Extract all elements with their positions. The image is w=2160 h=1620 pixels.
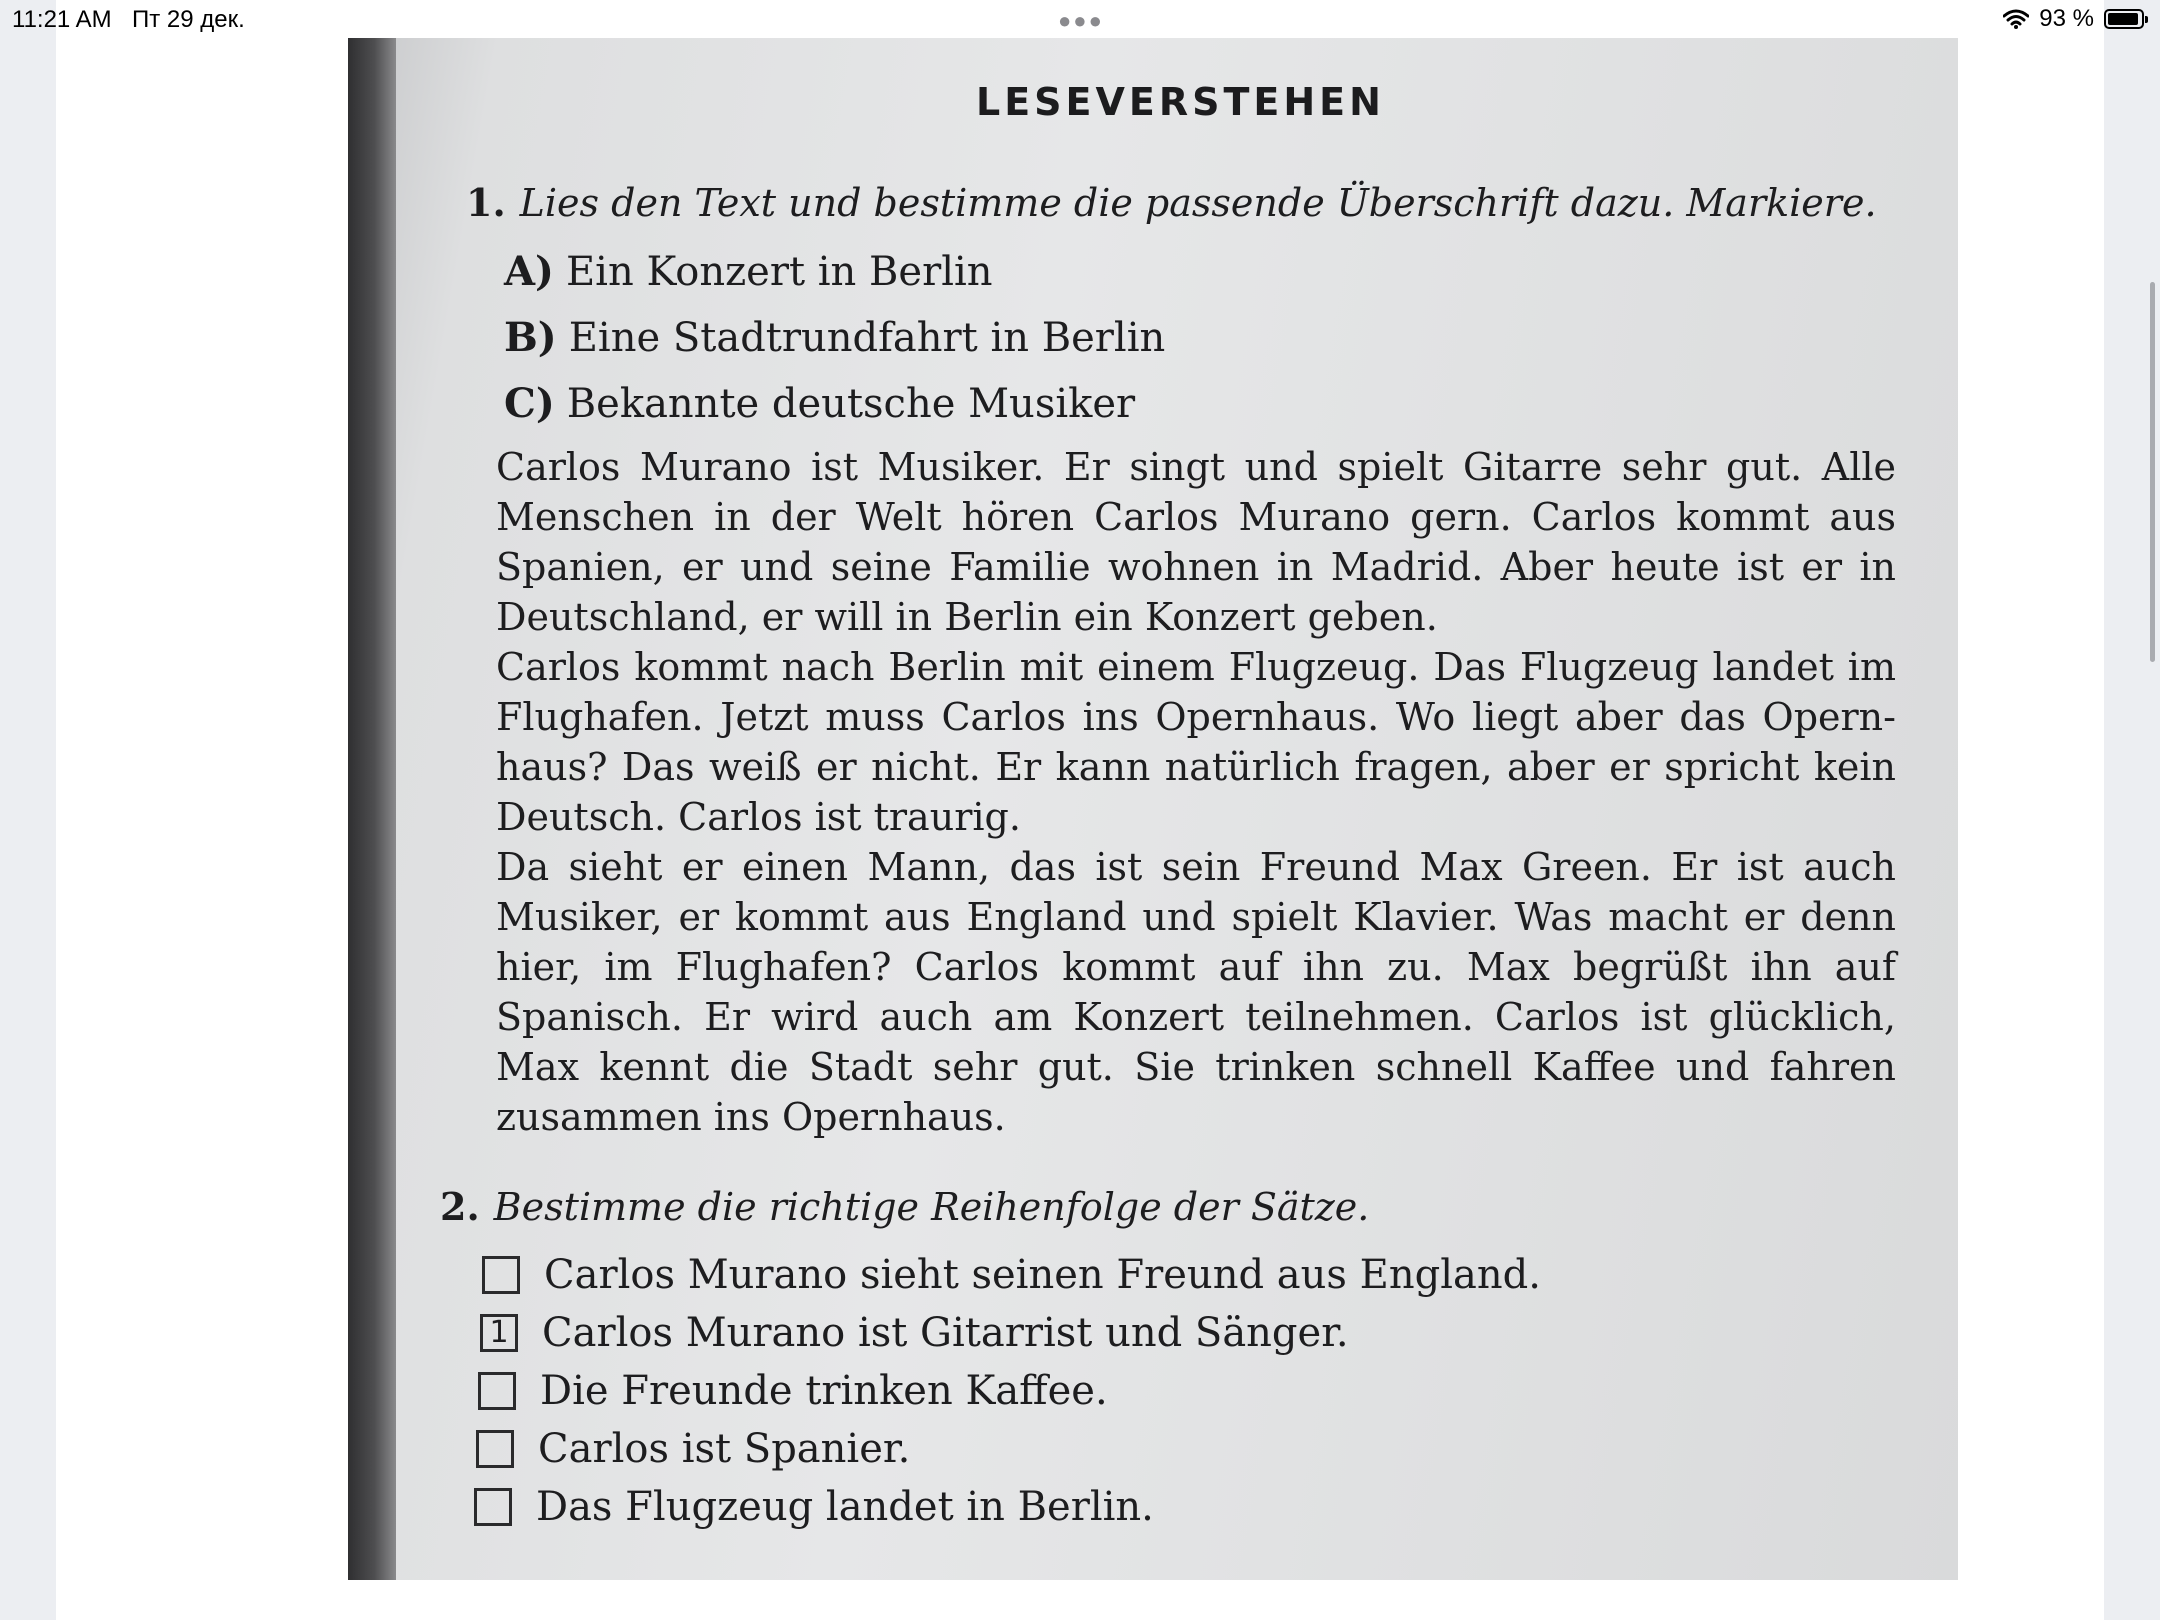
textbook-page [348, 38, 1958, 1580]
order-item [480, 1310, 1349, 1356]
option-a [504, 248, 993, 295]
order-item-text: Das Flugzeug landet in Berlin. [536, 1484, 1154, 1530]
textbook-photo [348, 38, 1958, 1580]
task1-text: Lies den Text und bestimme die passende Überschrift dazu. Markiere. [519, 181, 1877, 225]
reading-text [496, 442, 1896, 1142]
order-checkbox [482, 1256, 520, 1294]
paragraph-1: Carlos Murano ist Musiker. Er singt und spielt Gitarre sehr gut. Alle Menschen in der Welt hören Carlos Murano gern. Carlos kommt aus Spanien, er und seine Familie wohnen in Madrid. Aber heute ist er in Deutschland, er will in Berlin ein Konzert geben. [496, 445, 1896, 639]
order-item-text: Carlos Murano sieht seinen Freund aus England. [544, 1252, 1541, 1298]
option-c [504, 380, 1135, 427]
order-item-text: Carlos ist Spanier. [538, 1426, 911, 1472]
option-b-text: Eine Stadtrundfahrt in Berlin [568, 315, 1166, 361]
option-c-text: Bekannte deutsche Musiker [566, 381, 1136, 427]
paragraph-3: Da sieht er einen Mann, das ist sein Freund Max Green. Er ist auch Musiker, er kommt aus England und spielt Klavier. Was macht er denn hier, im Flughafen? Carlos kommt auf ihn zu. Max begrüßt ihn auf Spanisch. Er wird auch am Konzert teilnehmen. Carlos ist glücklich, Max kennt die Stadt sehr gut. Sie trinken schnell Kaffee und fahren zusammen ins Opernhaus. [496, 845, 1896, 1139]
status-date: Пт 29 дек. [132, 6, 245, 33]
option-c-letter: C) [504, 380, 555, 427]
order-checkbox [478, 1372, 516, 1410]
battery-icon [2104, 9, 2144, 29]
option-a-letter: A) [504, 248, 554, 295]
order-item-text: Carlos Murano ist Gitarrist und Sänger. [542, 1310, 1349, 1356]
multitasking-dots-icon[interactable]: ●●● [1058, 8, 1104, 33]
order-item [474, 1484, 1154, 1530]
wifi-icon [2003, 9, 2029, 29]
battery-fill [2108, 13, 2138, 25]
task1-number: 1. [466, 180, 506, 225]
task2-text: Bestimme die richtige Reihenfolge der Sätze. [493, 1185, 1370, 1229]
page-heading: LESEVERSTEHEN [976, 80, 1385, 124]
option-b-letter: B) [504, 314, 557, 361]
task1-instruction [466, 180, 1877, 225]
option-b [504, 314, 1165, 361]
order-item-text: Die Freunde trinken Kaffee. [540, 1368, 1108, 1414]
order-item [478, 1368, 1108, 1414]
battery-percent: 93 % [2039, 5, 2094, 32]
order-checkbox [474, 1488, 512, 1526]
order-checkbox [476, 1430, 514, 1468]
scrollbar[interactable] [2150, 282, 2155, 662]
status-indicators [2003, 5, 2144, 33]
status-time: 11:21 AM [12, 6, 112, 33]
task2-instruction [440, 1184, 1369, 1229]
order-item [476, 1426, 910, 1472]
paragraph-2: Carlos kommt nach Berlin mit einem Flugzeug. Das Flugzeug landet im Flughafen. Jetzt muss Carlos ins Opernhaus. Wo liegt aber das Opernhaus? Das weiß er nicht. Er kann natürlich fragen, aber er spricht kein Deutsch. Carlos ist traurig. [496, 645, 1896, 839]
order-checkbox: 1 [480, 1314, 518, 1352]
option-a-text: Ein Konzert in Berlin [565, 249, 993, 295]
task2-number: 2. [440, 1184, 480, 1229]
status-bar [0, 0, 2160, 38]
order-item [482, 1252, 1541, 1298]
